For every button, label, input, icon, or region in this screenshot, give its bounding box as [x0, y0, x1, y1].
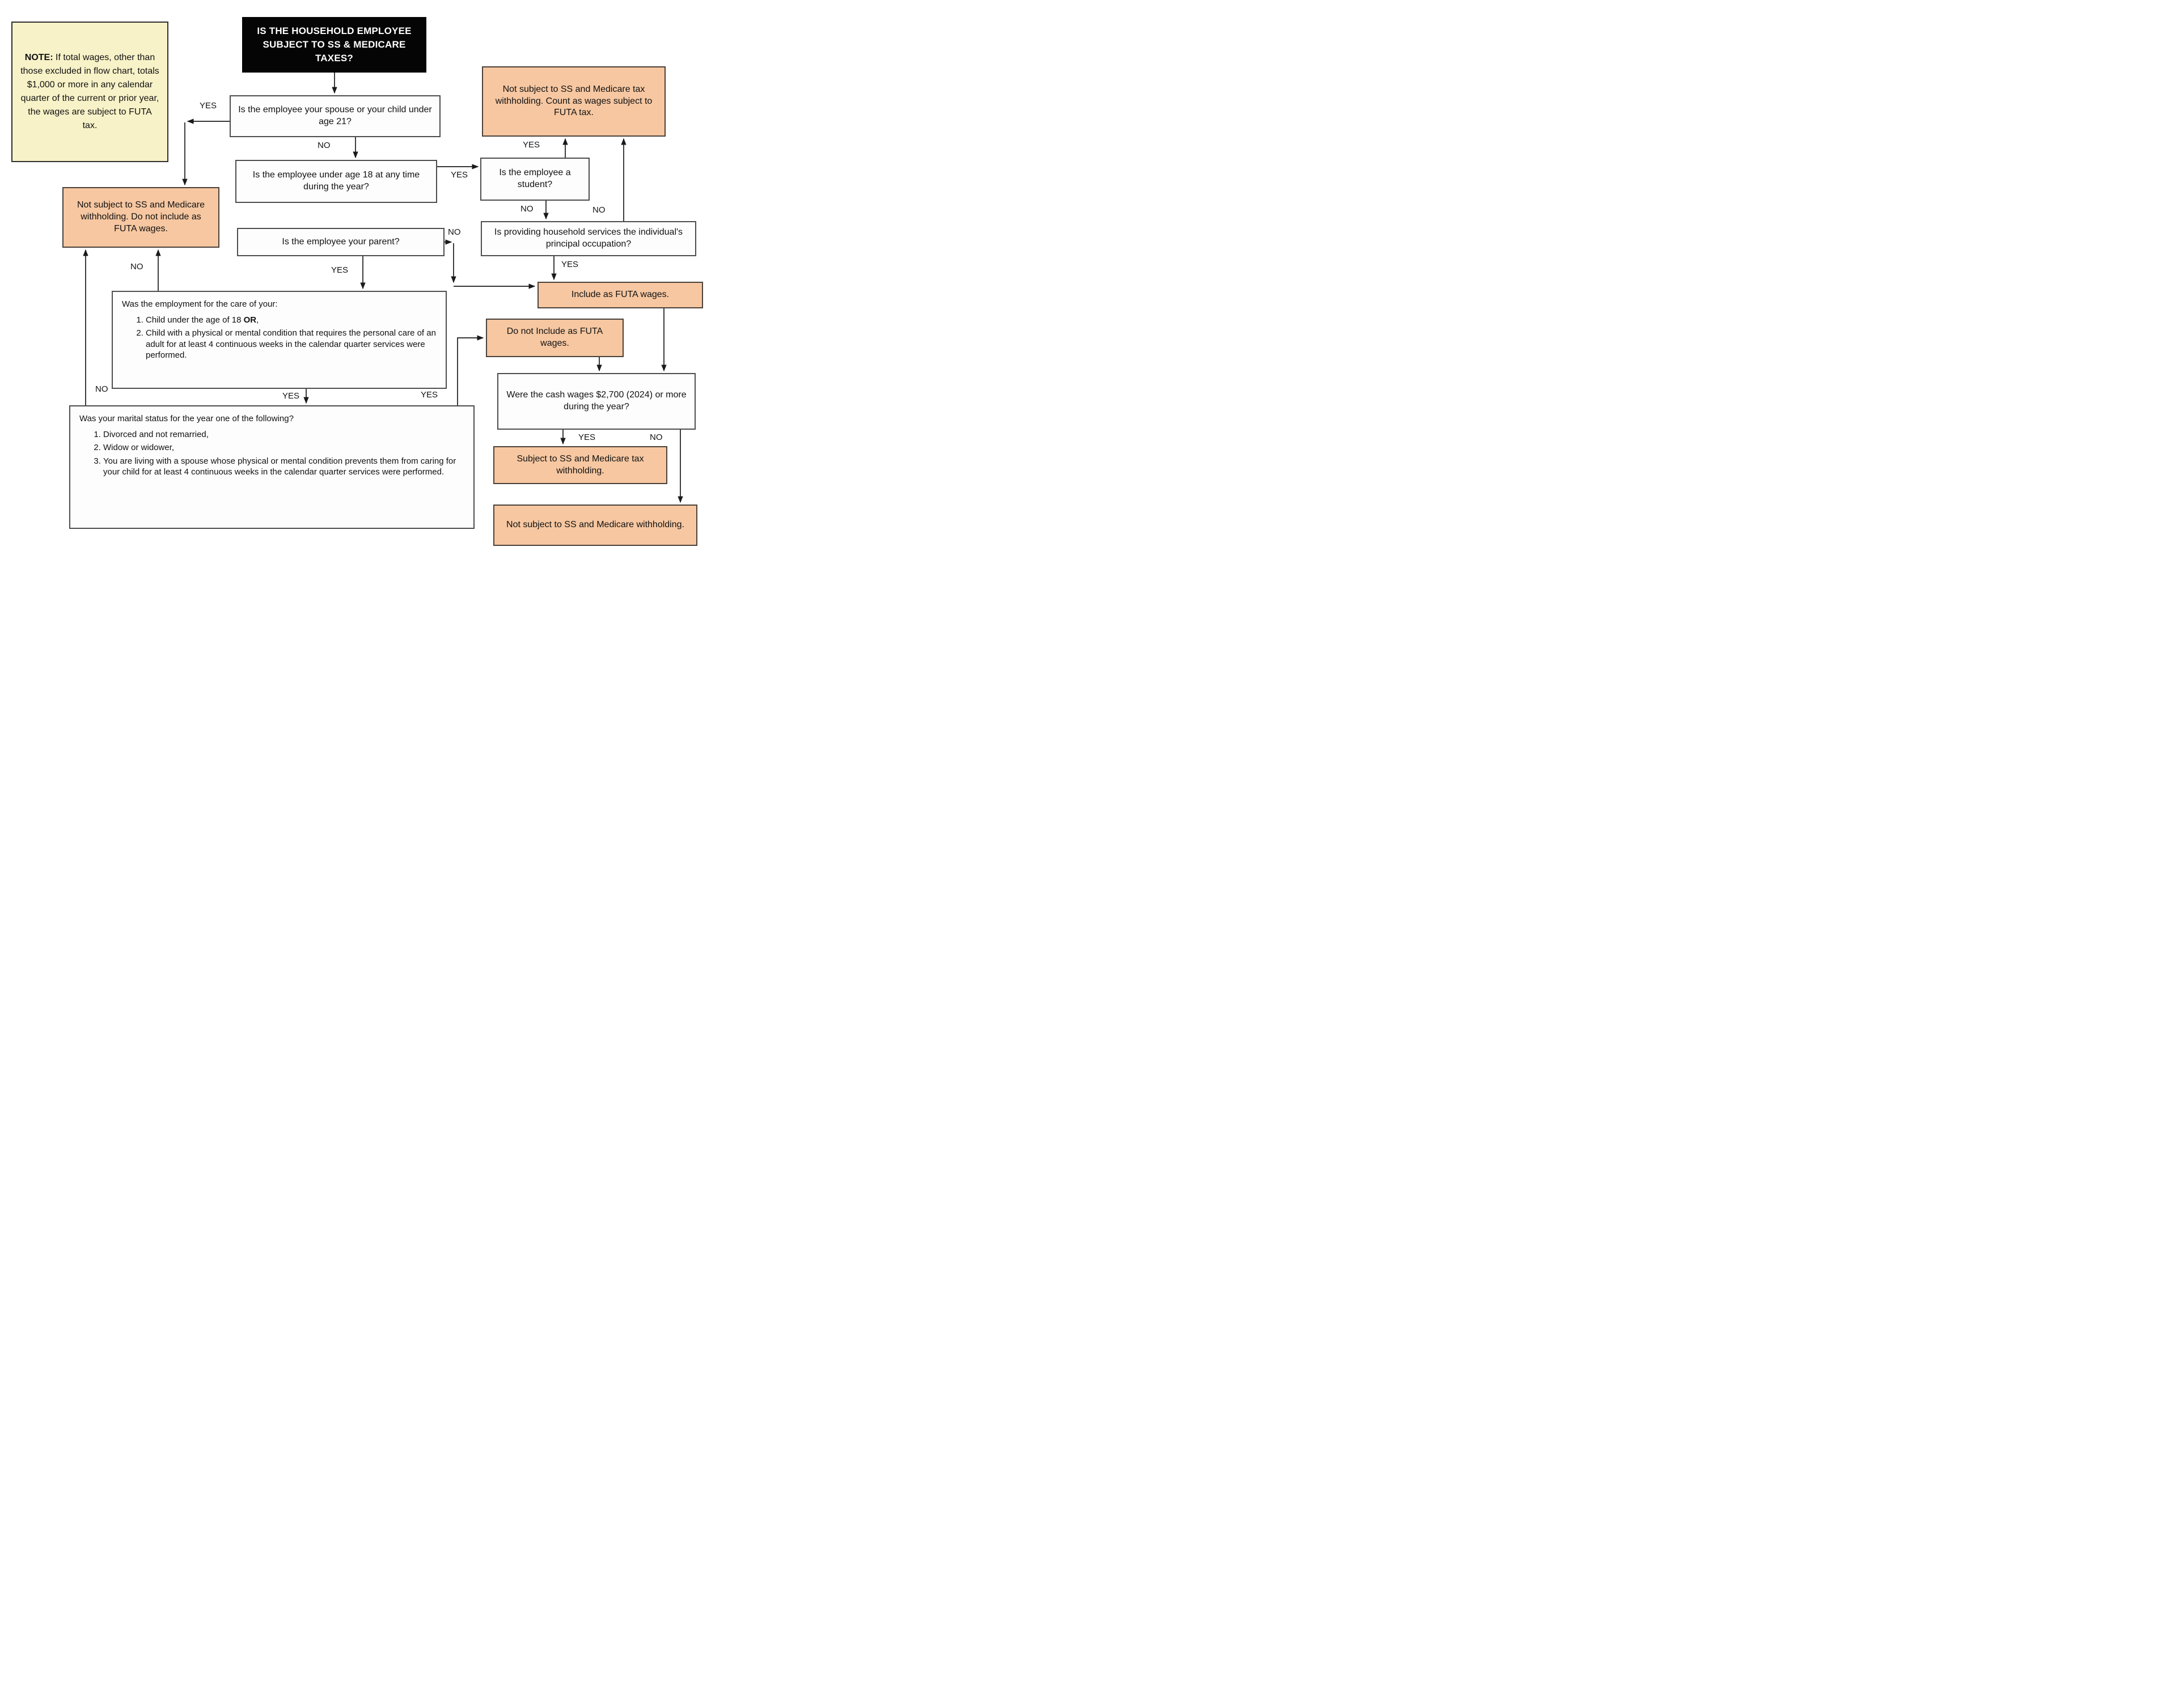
question-cash-wages-text: Were the cash wages $2,700 (2024) or more during the year? [506, 390, 687, 412]
outcome-subject-ss-text: Subject to SS and Medicare tax withholding. [517, 453, 644, 476]
question-marital-item-3: 3. You are living with a spouse whose physical or mental condition prevents them from caring for your child for at least 4 continuous weeks in the calendar quarter services were performed. [103, 456, 464, 478]
question-marital-title: Was your marital status for the year one of the following? [79, 414, 294, 423]
note-box [11, 22, 168, 162]
question-parent [237, 228, 445, 256]
note-text: If total wages, other than those excluded in flow chart, totals $1,000 or more in any calendar quarter of the current or prior year, the wages are subject to FUTA tax. [20, 53, 159, 130]
outcome-not-subject-count-futa-text: Not subject to SS and Medicare tax withholding. Count as wages subject to FUTA tax. [495, 84, 653, 118]
question-student-text: Is the employee a student? [499, 168, 571, 189]
question-marital-item-1: 1. Divorced and not remarried, [103, 429, 464, 440]
question-care-title: Was the employment for the care of your: [122, 299, 278, 309]
question-parent-text: Is the employee your parent? [282, 236, 400, 247]
question-household-occupation-text: Is providing household services the individual's principal occupation? [494, 227, 683, 249]
outcome-not-subject-no-futa [62, 187, 219, 248]
question-care [112, 291, 447, 389]
start-title: IS THE HOUSEHOLD EMPLOYEE SUBJECT TO SS & MEDICARE TAXES? [257, 26, 412, 63]
label-care-no: NO [130, 262, 143, 272]
conn-marital-yes-exclude [458, 338, 483, 405]
outcome-not-subject-ss [493, 505, 697, 546]
label-parent-yes: YES [331, 265, 349, 275]
label-cash-no: NO [650, 433, 663, 442]
label-student-no: NO [520, 204, 534, 214]
outcome-do-not-include-futa [486, 319, 624, 357]
question-cash-wages [497, 373, 696, 430]
label-student-yes: YES [523, 140, 540, 150]
question-spouse-or-child-text: Is the employee your spouse or your child under age 21? [238, 105, 432, 126]
outcome-not-subject-ss-text: Not subject to SS and Medicare withholding. [506, 520, 684, 530]
flowchart-canvas [0, 0, 728, 562]
question-marital [69, 405, 475, 529]
outcome-not-subject-count-futa [482, 66, 666, 137]
label-household-no: NO [592, 205, 606, 215]
label-care-yes: YES [282, 391, 300, 401]
question-student [480, 158, 590, 201]
start-box [242, 17, 426, 73]
question-under-18 [235, 160, 437, 203]
question-care-list [122, 312, 437, 363]
question-marital-item-2: 2. Widow or widower, [103, 442, 464, 453]
label-marital-no: NO [95, 384, 108, 394]
outcome-do-not-include-futa-text: Do not Include as FUTA wages. [506, 327, 603, 348]
label-parent-no: NO [448, 227, 461, 237]
outcome-subject-ss [493, 446, 667, 484]
question-care-item-2: 2. Child with a physical or mental condition that requires the personal care of an adult for at least 4 continuous weeks in the calendar quarter services were performed. [146, 328, 437, 361]
question-care-item-1: 1. Child under the age of 18 OR, [146, 315, 437, 326]
note-label: NOTE: [24, 53, 53, 62]
label-spouse-yes: YES [200, 101, 217, 111]
label-cash-yes: YES [578, 433, 596, 442]
outcome-include-futa-text: Include as FUTA wages. [571, 290, 670, 300]
question-spouse-or-child [230, 95, 441, 137]
question-marital-list [79, 427, 464, 480]
question-under-18-text: Is the employee under age 18 at any time during the year? [252, 170, 420, 192]
label-under18-yes: YES [451, 170, 468, 180]
label-household-yes: YES [561, 260, 579, 269]
label-spouse-no: NO [318, 141, 331, 150]
outcome-not-subject-no-futa-text: Not subject to SS and Medicare withholding. Do not include as FUTA wages. [77, 200, 205, 234]
outcome-include-futa [537, 282, 703, 308]
label-marital-yes: YES [421, 390, 438, 400]
question-household-occupation [481, 221, 696, 256]
